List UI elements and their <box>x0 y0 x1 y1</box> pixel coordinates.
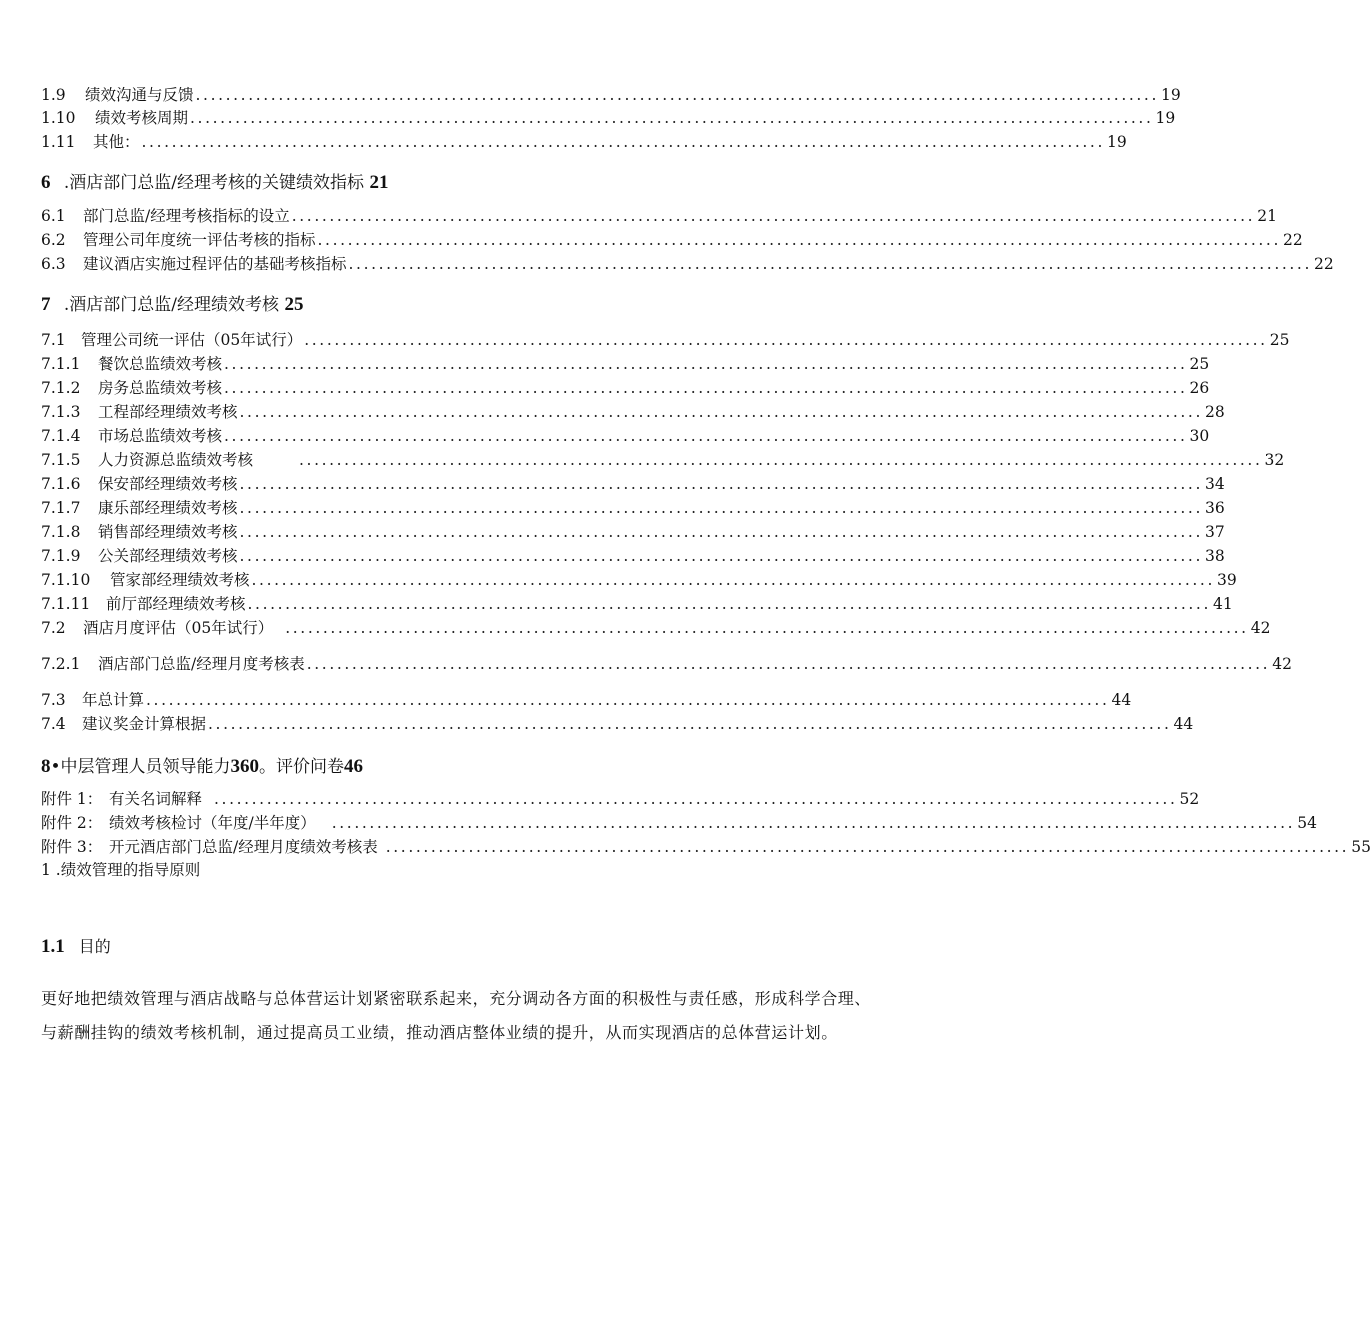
toc-number: 6.2 <box>41 231 66 249</box>
toc-leader: ................................................................................................................................ <box>331 814 1296 832</box>
toc-number: 7.3 <box>41 691 66 709</box>
toc-title: 市场总监绩效考核 <box>98 427 223 445</box>
toc-page: 37 <box>1204 523 1225 541</box>
toc-page: 21 <box>1257 207 1277 225</box>
toc-number: 1.10 <box>41 109 76 127</box>
toc-page: 36 <box>1204 499 1225 517</box>
toc-leader: ................................................................................................................................ <box>239 499 1203 517</box>
toc-page: 19 <box>1155 109 1176 127</box>
toc-page: 44 <box>1173 715 1194 733</box>
toc-title: 保安部经理绩效考核 <box>98 475 238 493</box>
toc-leader: ................................................................................................................................ <box>299 451 1263 469</box>
toc-title: 建议酒店实施过程评估的基础考核指标 <box>83 255 347 273</box>
toc-page: 52 <box>1179 790 1200 808</box>
toc-page: 34 <box>1204 475 1225 493</box>
toc-title: 销售部经理绩效考核 <box>98 523 238 541</box>
toc-leader: ................................................................................................................................ <box>239 523 1203 541</box>
heading-title: .酒店部门总监/经理绩效考核 <box>63 295 280 315</box>
toc-number: 附件 2： <box>41 814 103 832</box>
toc-leader: ................................................................................................................................ <box>239 547 1203 565</box>
toc-number: 7.1.2 <box>41 379 81 397</box>
toc-number: 7.1.3 <box>41 403 81 421</box>
toc-number: 7.1.9 <box>41 547 81 565</box>
toc-leader: ................................................................................................................................ <box>348 255 1312 273</box>
toc-page: 42 <box>1250 619 1271 637</box>
toc-page: 30 <box>1189 427 1210 445</box>
heading-page: 25 <box>284 294 304 315</box>
body-paragraph: 更好地把绩效管理与酒店战略与总体营运计划紧密联系起来，充分调动各方面的积极性与责任感，形成科学合理、与薪酬挂钩的绩效考核机制，通过提高员工业绩，推动酒店整体业绩的提升，从而实现酒店的总体营运计划。 <box>41 989 872 1042</box>
heading-page: 21 <box>369 172 389 193</box>
toc-title: 管理公司年度统一评估考核的指标 <box>83 231 316 249</box>
toc-chapter-heading[interactable] <box>41 292 303 318</box>
toc-title: 绩效考核周期 <box>95 109 189 127</box>
section-title: 目的 <box>78 937 111 956</box>
toc-page: 32 <box>1264 451 1285 469</box>
toc-entry[interactable] <box>41 788 1200 810</box>
toc-leader: ................................................................................................................................ <box>224 379 1188 397</box>
toc-entry[interactable] <box>41 401 1225 423</box>
toc-page: 26 <box>1189 379 1210 397</box>
toc-entry[interactable] <box>41 329 1290 351</box>
toc-title: 有关名词解释 <box>109 790 203 808</box>
toc-title: 管家部经理绩效考核 <box>110 571 250 589</box>
toc-page: 54 <box>1297 814 1317 832</box>
toc-number: 7.1.5 <box>41 451 81 469</box>
heading-title: •中层管理人员领导能力 <box>50 757 231 777</box>
toc-title: 人力资源总监绩效考核 <box>98 451 254 469</box>
toc-page: 55 <box>1351 838 1371 856</box>
toc-title: 酒店月度评估（05年试行） <box>83 619 274 637</box>
toc-entry[interactable] <box>41 593 1233 615</box>
toc-entry[interactable] <box>41 253 1334 275</box>
toc-title: 房务总监绩效考核 <box>98 379 223 397</box>
toc-page: 22 <box>1313 255 1334 273</box>
toc-entry[interactable] <box>41 545 1225 567</box>
toc-page: 41 <box>1212 595 1233 613</box>
toc-number: 7.2 <box>41 619 66 637</box>
toc-number: 1.9 <box>41 86 66 104</box>
toc-chapter-heading[interactable] <box>41 170 388 196</box>
toc-entry[interactable] <box>41 836 1371 858</box>
toc-leader: ................................................................................................................................ <box>385 838 1350 856</box>
toc-number: 7.1.1 <box>41 355 81 373</box>
toc-number: 7.2.1 <box>41 655 81 673</box>
toc-number: 7.1.7 <box>41 499 81 517</box>
toc-title: 康乐部经理绩效考核 <box>98 499 238 517</box>
heading-number: 7 <box>41 294 51 315</box>
toc-leader: ................................................................................................................................ <box>214 790 1178 808</box>
toc-title: 公关部经理绩效考核 <box>98 547 238 565</box>
toc-number: 7.1.10 <box>41 571 91 589</box>
heading-page: 46 <box>344 756 364 777</box>
toc-number: 6.1 <box>41 207 66 225</box>
toc-entry[interactable] <box>41 473 1225 495</box>
toc-chapter-heading[interactable] <box>41 754 363 780</box>
toc-leader: ................................................................................................................................ <box>306 655 1271 673</box>
toc-leader: ................................................................................................................................ <box>141 133 1105 151</box>
toc-page: 25 <box>1189 355 1210 373</box>
toc-entry[interactable] <box>41 131 1127 153</box>
toc-title: 餐饮总监绩效考核 <box>98 355 223 373</box>
toc-number: 附件 1： <box>41 790 103 808</box>
toc-page: 39 <box>1216 571 1237 589</box>
toc-leader: ................................................................................................................................ <box>239 403 1203 421</box>
toc-entry[interactable] <box>41 84 1181 106</box>
toc-leader: ................................................................................................................................ <box>239 475 1203 493</box>
toc-leader: ................................................................................................................................ <box>224 427 1188 445</box>
heading-title-tail: 。评价问卷 <box>259 757 345 777</box>
toc-leader: ................................................................................................................................ <box>251 571 1215 589</box>
toc-entry[interactable] <box>41 449 1285 471</box>
toc-title: 管理公司统一评估（05年试行） <box>81 331 303 349</box>
toc-number: 7.1 <box>41 331 66 349</box>
heading-number: 8 <box>41 756 51 777</box>
toc-page: 19 <box>1106 133 1127 151</box>
toc-number: 7.1.8 <box>41 523 81 541</box>
toc-leader: ................................................................................................................................ <box>208 715 1172 733</box>
section-number: 1.1 <box>41 936 65 957</box>
toc-entry[interactable] <box>41 107 1176 129</box>
toc-title: 绩效沟通与反馈 <box>85 86 194 104</box>
toc-title: 年总计算 <box>82 691 145 709</box>
toc-entry[interactable] <box>41 689 1132 711</box>
toc-number: 7.4 <box>41 715 66 733</box>
toc-leader: ................................................................................................................................ <box>247 595 1211 613</box>
toc-page: 38 <box>1204 547 1225 565</box>
toc-leader: ................................................................................................................................ <box>190 109 1154 127</box>
toc-leader: ................................................................................................................................ <box>317 231 1281 249</box>
toc-entry[interactable] <box>41 812 1317 834</box>
toc-number: 7.1.6 <box>41 475 81 493</box>
section-heading <box>41 934 111 960</box>
toc-number: 1.11 <box>41 133 76 151</box>
toc-title: 工程部经理绩效考核 <box>98 403 238 421</box>
toc-page: 44 <box>1111 691 1132 709</box>
toc-entry[interactable] <box>41 497 1225 519</box>
toc-title: 绩效考核检讨（年度/半年度） <box>109 814 316 832</box>
toc-entry[interactable] <box>41 569 1237 591</box>
toc-title: 部门总监/经理考核指标的设立 <box>83 207 290 225</box>
toc-leader: ................................................................................................................................ <box>285 619 1249 637</box>
toc-leader: ................................................................................................................................ <box>304 331 1268 349</box>
toc-title: 开元酒店部门总监/经理月度绩效考核表 <box>109 838 378 856</box>
toc-entry[interactable] <box>41 353 1210 375</box>
toc-leader: ................................................................................................................................ <box>195 86 1159 104</box>
heading-number: 6 <box>41 172 51 193</box>
toc-entry[interactable] <box>41 377 1210 399</box>
toc-number: 6.3 <box>41 255 66 273</box>
toc-number: 7.1.11 <box>41 595 91 613</box>
toc-entry[interactable] <box>41 205 1277 227</box>
toc-page: 28 <box>1204 403 1225 421</box>
heading-bold-number: 360 <box>230 756 260 777</box>
toc-entry[interactable] <box>41 653 1292 675</box>
toc-leader: ................................................................................................................................ <box>224 355 1188 373</box>
toc-entry[interactable] <box>41 617 1271 639</box>
toc-page: 19 <box>1160 86 1181 104</box>
toc-number: 7.1.4 <box>41 427 81 445</box>
toc-page: 22 <box>1282 231 1303 249</box>
toc-entry[interactable] <box>41 713 1194 735</box>
toc-title: 其他： <box>93 133 140 151</box>
toc-leader: ................................................................................................................................ <box>291 207 1256 225</box>
toc-entry[interactable] <box>41 521 1225 543</box>
heading-title: .酒店部门总监/经理考核的关键绩效指标 <box>63 173 365 193</box>
toc-leader: ................................................................................................................................ <box>146 691 1110 709</box>
toc-number: 附件 3： <box>41 838 103 856</box>
toc-title: 酒店部门总监/经理月度考核表 <box>98 655 305 673</box>
toc-title: 前厅部经理绩效考核 <box>106 595 246 613</box>
chapter-heading: 1 .绩效管理的指导原则 <box>41 861 201 879</box>
toc-page: 25 <box>1269 331 1290 349</box>
toc-title: 建议奖金计算根据 <box>82 715 207 733</box>
toc-entry[interactable] <box>41 229 1303 251</box>
toc-page: 42 <box>1272 655 1292 673</box>
toc-entry[interactable] <box>41 425 1210 447</box>
